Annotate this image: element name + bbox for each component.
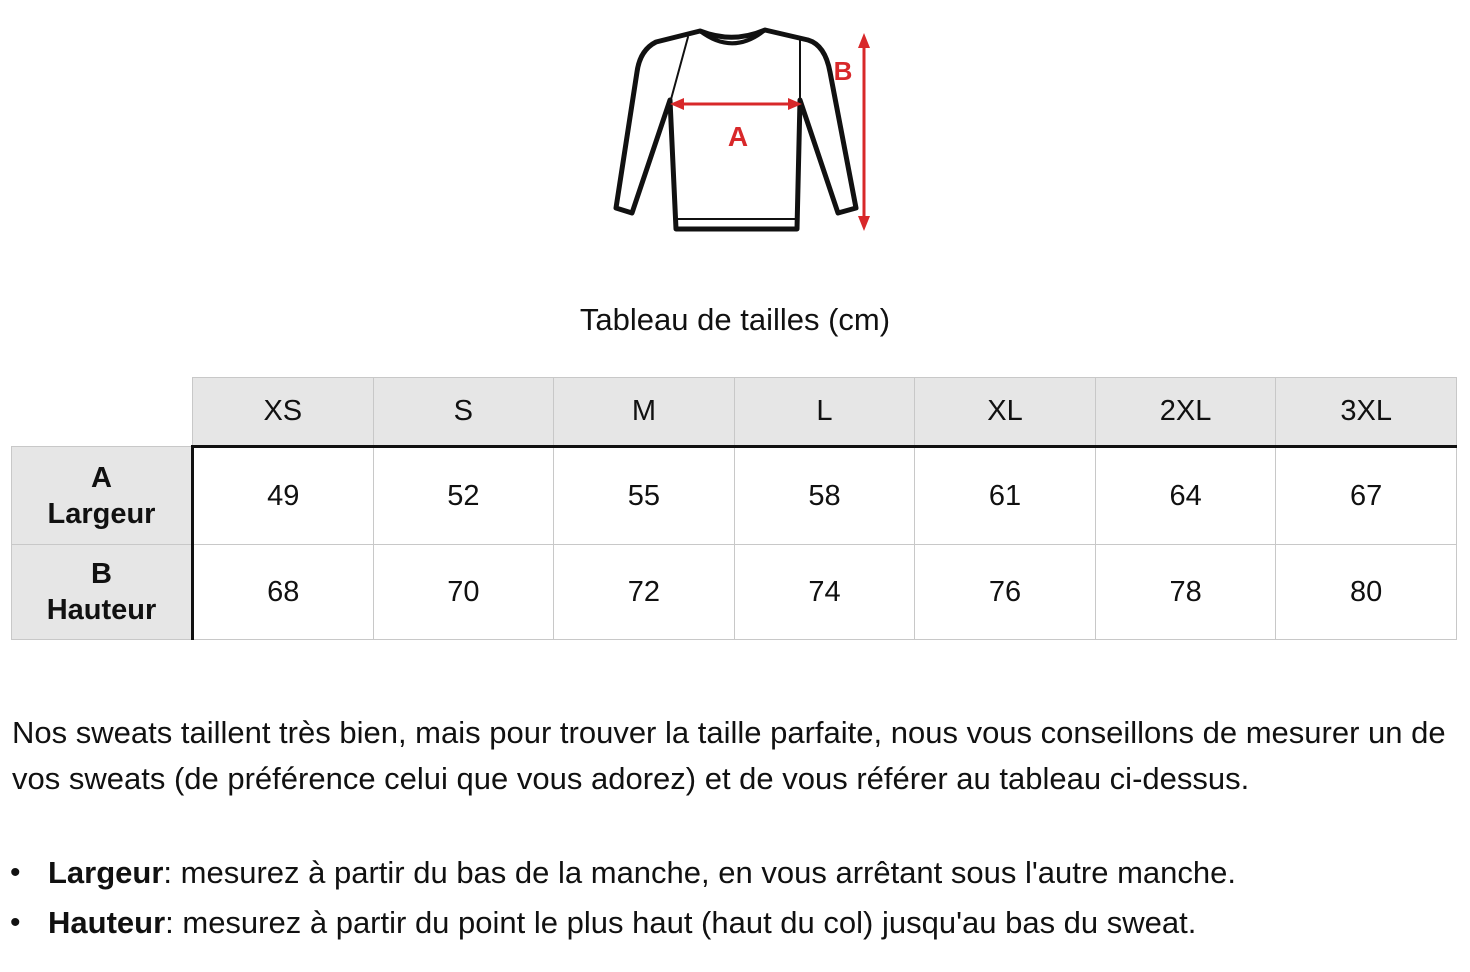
table-cell: 80 — [1276, 545, 1457, 640]
table-cell: 52 — [373, 447, 554, 545]
note-term-hauteur: Hauteur — [48, 905, 166, 940]
table-corner — [12, 378, 193, 447]
table-cell: 58 — [734, 447, 915, 545]
size-header-2xl: 2XL — [1095, 378, 1276, 447]
table-caption: Tableau de tailles (cm) — [579, 302, 891, 337]
row-letter-a: A — [91, 461, 112, 494]
table-cell: 68 — [193, 545, 374, 640]
table-cell: 55 — [554, 447, 735, 545]
size-header-m: M — [554, 378, 735, 447]
measure-arrow-a — [670, 98, 802, 110]
note-hauteur — [10, 900, 1470, 950]
table-cell: 61 — [915, 447, 1096, 545]
size-table — [11, 377, 1457, 640]
label-a: A — [727, 121, 749, 152]
bullet-icon: • — [10, 906, 21, 939]
measurement-notes — [0, 850, 1470, 950]
row-header-hauteur — [12, 545, 193, 640]
row-header-largeur — [12, 447, 193, 545]
measure-arrow-b — [858, 33, 870, 231]
table-row-hauteur — [12, 545, 1457, 640]
size-header-row — [12, 378, 1457, 447]
note-text-largeur: : mesurez à partir du bas de la manche, en vous arrêtant sous l'autre manche. — [163, 855, 1236, 890]
note-text-hauteur: : mesurez à partir du point le plus haut (haut du col) jusqu'au bas du sweat. — [165, 905, 1197, 940]
sweatshirt-diagram — [600, 18, 880, 240]
table-cell: 49 — [193, 447, 374, 545]
note-term-largeur: Largeur — [48, 855, 164, 890]
table-cell: 78 — [1095, 545, 1276, 640]
size-header-s: S — [373, 378, 554, 447]
size-header-3xl: 3XL — [1276, 378, 1457, 447]
size-header-xl: XL — [915, 378, 1096, 447]
table-cell: 64 — [1095, 447, 1276, 545]
note-largeur — [10, 850, 1470, 900]
size-header-l: L — [734, 378, 915, 447]
table-row-largeur — [12, 447, 1457, 545]
table-cell: 72 — [554, 545, 735, 640]
intro-paragraph: Nos sweats taillent très bien, mais pour trouver la taille parfaite, nous vous conseillons de mesurer un de vos sweats (de préférence celui que vous adorez) et de vous référer au tableau ci-dessus. — [12, 715, 1446, 796]
table-cell: 70 — [373, 545, 554, 640]
row-name-hauteur: Hauteur — [46, 594, 157, 626]
row-name-largeur: Largeur — [47, 497, 156, 530]
row-letter-b: B — [91, 558, 112, 590]
label-b: B — [833, 56, 853, 86]
table-cell: 76 — [915, 545, 1096, 640]
table-cell: 67 — [1276, 447, 1457, 545]
bullet-icon: • — [10, 856, 21, 889]
table-cell: 74 — [734, 545, 915, 640]
size-header-xs: XS — [193, 378, 374, 447]
